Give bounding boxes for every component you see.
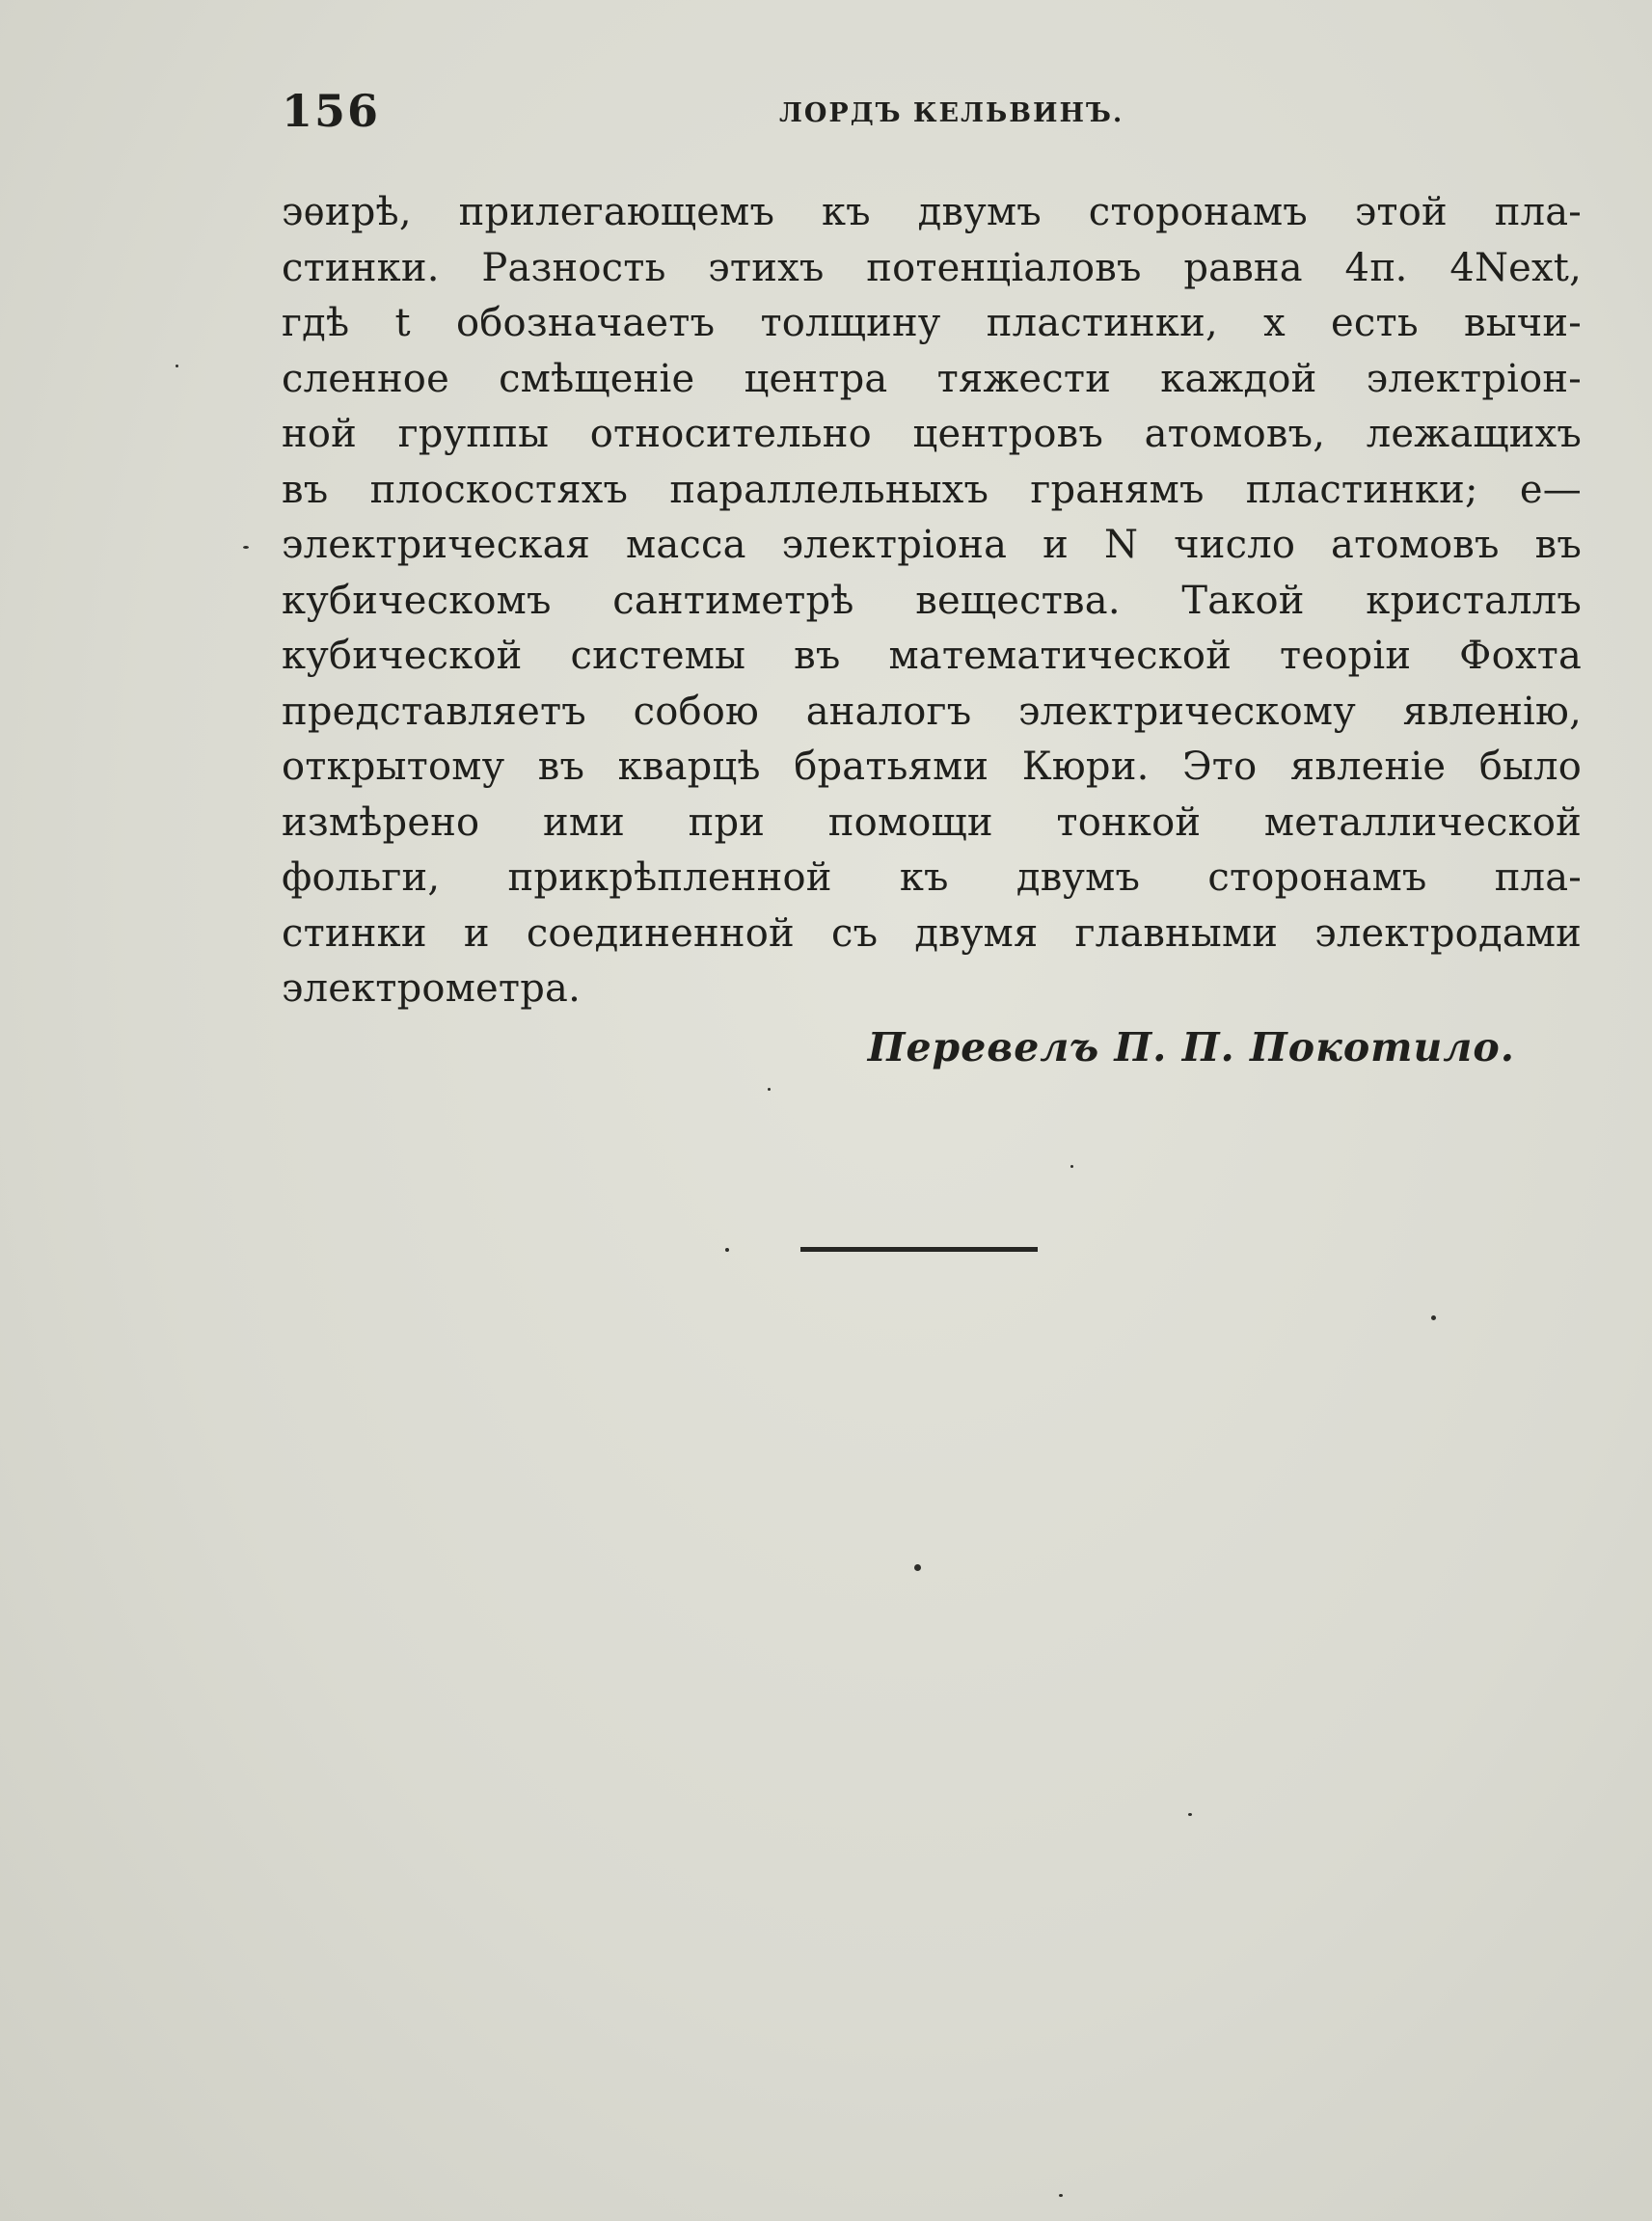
print-speck xyxy=(1070,1165,1073,1168)
page-header xyxy=(282,85,1574,143)
text-line: ной группы относительно центровъ атомовъ, лежащихъ xyxy=(282,412,1582,456)
text-line: стинки. Разность этихъ потенціаловъ равна 4π. 4Next, xyxy=(282,245,1582,290)
section-end-rule xyxy=(800,1247,1038,1252)
print-speck xyxy=(725,1248,729,1252)
print-speck xyxy=(176,365,178,367)
text-line: въ плоскостяхъ параллельныхъ гранямъ пластинки; e— xyxy=(282,467,1582,512)
text-line: представляетъ собою аналогъ электрическому явленію, xyxy=(282,689,1582,734)
translator-signature: Перевелъ П. П. Покотило. xyxy=(867,1024,1515,1070)
print-speck xyxy=(1059,2194,1063,2197)
text-line: кубической системы въ математической теоріи Фохта xyxy=(282,634,1582,678)
text-line: сленное смѣщеніе центра тяжести каждой электріон- xyxy=(282,356,1582,401)
text-line: гдѣ t обозначаетъ толщину пластинки, x есть вычи- xyxy=(282,301,1582,345)
text-line: фольги, прикрѣпленной къ двумъ сторонамъ пла- xyxy=(282,855,1582,900)
text-line: измѣрено ими при помощи тонкой металлической xyxy=(282,799,1582,845)
page-number: 156 xyxy=(282,85,381,137)
print-speck xyxy=(1431,1315,1436,1320)
print-speck xyxy=(1188,1813,1192,1816)
print-speck xyxy=(768,1088,771,1091)
print-speck xyxy=(243,546,249,549)
text-line: электрическая масса электріона и N число атомовъ въ xyxy=(282,523,1582,567)
text-line: эѳирѣ, прилегающемъ къ двумъ сторонамъ этой пла- xyxy=(282,190,1582,234)
body-paragraph xyxy=(282,185,1582,1017)
text-line: открытому въ кварцѣ братьями Кюри. Это явленіе было xyxy=(282,745,1582,789)
text-line: стинки и соединенной съ двумя главными электродами xyxy=(282,910,1582,956)
text-line: электрометра. xyxy=(282,966,581,1011)
text-line: кубическомъ сантиметрѣ вещества. Такой кристаллъ xyxy=(282,578,1582,623)
running-title: ЛОРДЪ КЕЛЬВИНЪ. xyxy=(779,98,1124,128)
print-speck xyxy=(914,1564,921,1571)
